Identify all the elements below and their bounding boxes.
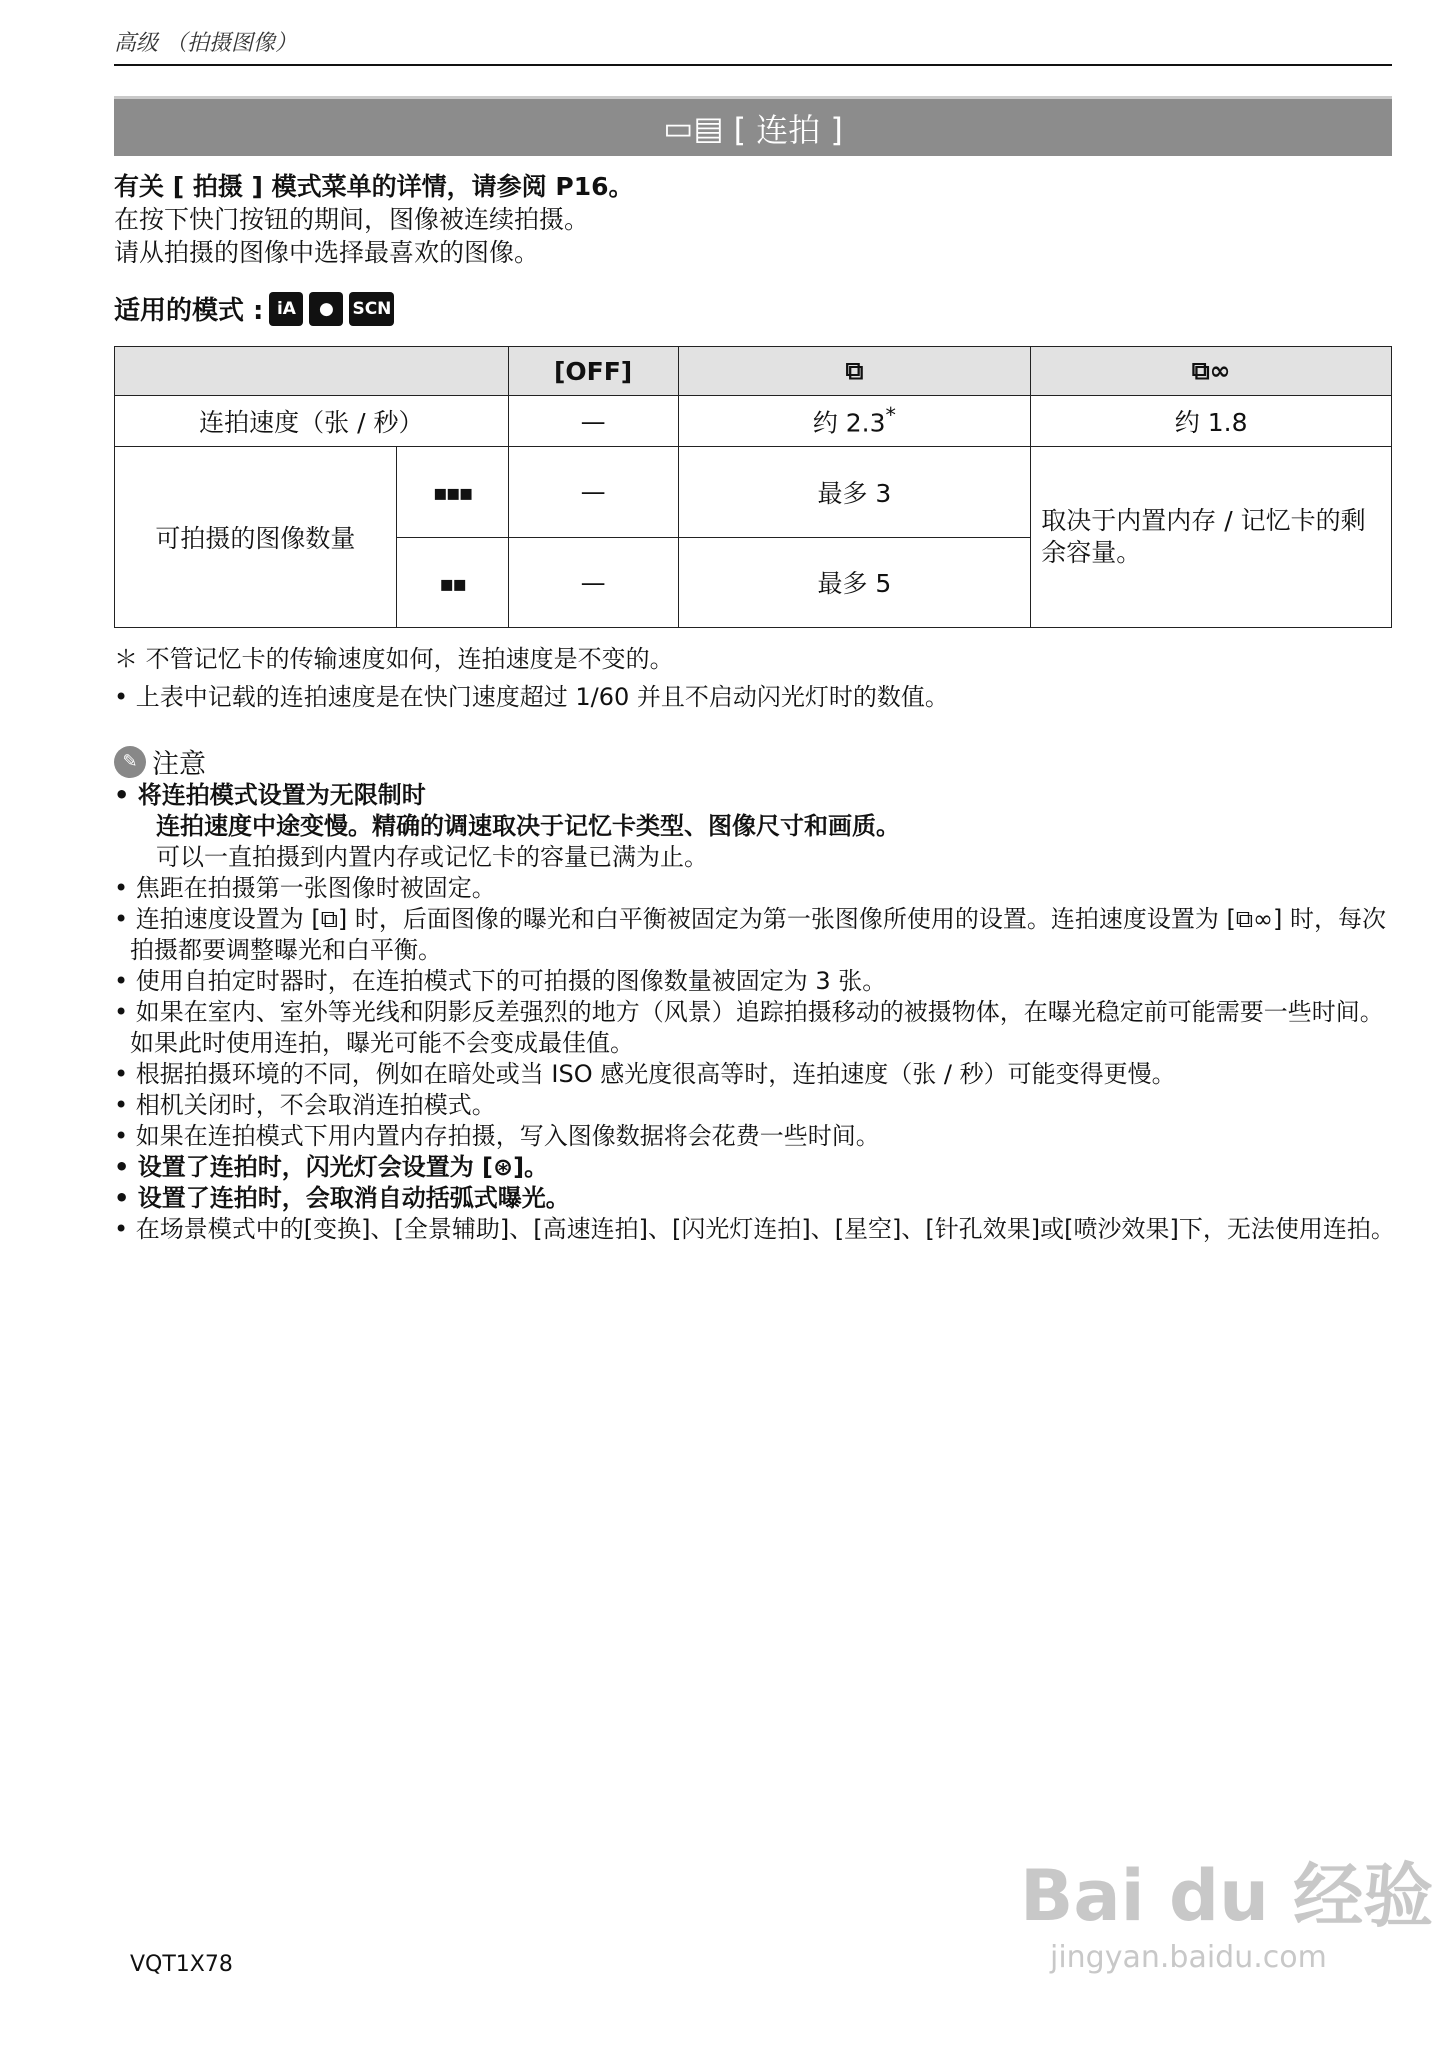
intro-line-3: 请从拍摄的图像中选择最喜欢的图像。 [114,238,540,267]
list-item: • 设置了连拍时，闪光灯会设置为 [⊛]。 [114,1153,549,1181]
watermark-url: jingyan.baidu.com [1050,1940,1327,1975]
list-item: • 相机关闭时，不会取消连拍模式。 [114,1091,496,1119]
intro-reference: 有关 [ 拍摄 ] 模式菜单的详情，请参阅 P16。 [114,172,634,201]
section-title: [ 连拍 ] [733,110,843,149]
count-low-off: — [508,537,678,628]
header-burst-icon: ⧉ [678,347,1031,396]
applicable-modes [114,290,394,327]
high-quality-icon: ▪▪▪ [396,447,508,538]
pencil-icon: ✎ [114,746,146,778]
standard-quality-icon: ▪▪ [396,537,508,628]
speed-label: 连拍速度（张 / 秒） [115,396,509,447]
count-low-burst: 最多 5 [678,537,1031,628]
speed-burst: 约 2.3* [678,396,1031,447]
speed-infinite: 约 1.8 [1031,396,1392,447]
table-header-row [115,347,1392,396]
list-item: • 设置了连拍时，会取消自动括弧式曝光。 [114,1184,570,1212]
model-code: VQT1X78 [130,1952,233,1977]
intelligent-auto-icon: iA [269,292,303,326]
header-infinite-burst-icon: ⧉∞ [1031,347,1392,396]
table-row [115,396,1392,447]
count-high-burst: 最多 3 [678,447,1031,538]
baidu-watermark: Bai du 经验 [1020,1855,1434,1937]
table-row [115,447,1392,538]
intro-line-2: 在按下快门按钮的期间，图像被连续拍摄。 [114,205,590,234]
list-item: • 使用自拍定时器时，在连拍模式下的可拍摄的图像数量被固定为 3 张。 [114,967,887,995]
list-item: • 根据拍摄环境的不同，例如在暗处或当 ISO 感光度很高等时，连拍速度（张 / 秒）可能变得更慢。 [114,1060,1176,1088]
asterisk-mark: * [885,402,896,427]
speed-off: — [508,396,678,447]
camera-mode-icon: ● [309,292,343,326]
list-item: • 在场景模式中的[变换]、[全景辅助]、[高速连拍]、[闪光灯连拍]、[星空]、[针孔效果]或[喷沙效果]下，无法使用连拍。 [114,1215,1395,1243]
footnote-star: ＊ 不管记忆卡的传输速度如何，连拍速度是不变的。 [114,645,674,673]
footnote-bullet: • 上表中记载的连拍速度是在快门速度超过 1/60 并且不启动闪光灯时的数值。 [114,683,949,711]
scene-mode-icon: SCN [349,292,394,326]
count-label: 可拍摄的图像数量 [115,447,397,628]
burst-mode-icon: ▭▤ [663,108,724,147]
list-item: • 如果在连拍模式下用内置内存拍摄，写入图像数据将会花费一些时间。 [114,1122,880,1150]
caution-list [114,780,1404,1245]
page-header: 高级 （拍摄图像） [114,31,297,56]
footnotes [114,640,949,716]
list-item: 连拍速度中途变慢。精确的调速取决于记忆卡类型、图像尺寸和画质。 [156,812,900,840]
list-item: • 如果在室内、室外等光线和阴影反差强烈的地方（风景）追踪拍摄移动的被摄物体，在曝光稳定前可能需要一些时间。如果此时使用连拍，曝光可能不会变成最佳值。 [114,998,1384,1057]
section-title-bar [114,96,1392,156]
count-infinite-note: 取决于内置内存 / 记忆卡的剩余容量。 [1031,447,1392,628]
header-rule [114,64,1392,66]
intro-text [114,170,633,269]
burst-table [114,346,1392,628]
modes-label: 适用的模式 : [114,296,264,326]
header-off: [OFF] [508,347,678,396]
header-empty [115,347,509,396]
count-high-off: — [508,447,678,538]
caution-header [114,742,206,781]
list-item: 可以一直拍摄到内置内存或记忆卡的容量已满为止。 [156,843,708,871]
caution-title: 注意 [152,749,206,780]
list-item: • 连拍速度设置为 [⧉] 时，后面图像的曝光和白平衡被固定为第一张图像所使用的设置。连拍速度设置为 [⧉∞] 时，每次拍摄都要调整曝光和白平衡。 [114,905,1387,964]
list-item: • 将连拍模式设置为无限制时 [114,781,426,809]
list-item: • 焦距在拍摄第一张图像时被固定。 [114,874,496,902]
